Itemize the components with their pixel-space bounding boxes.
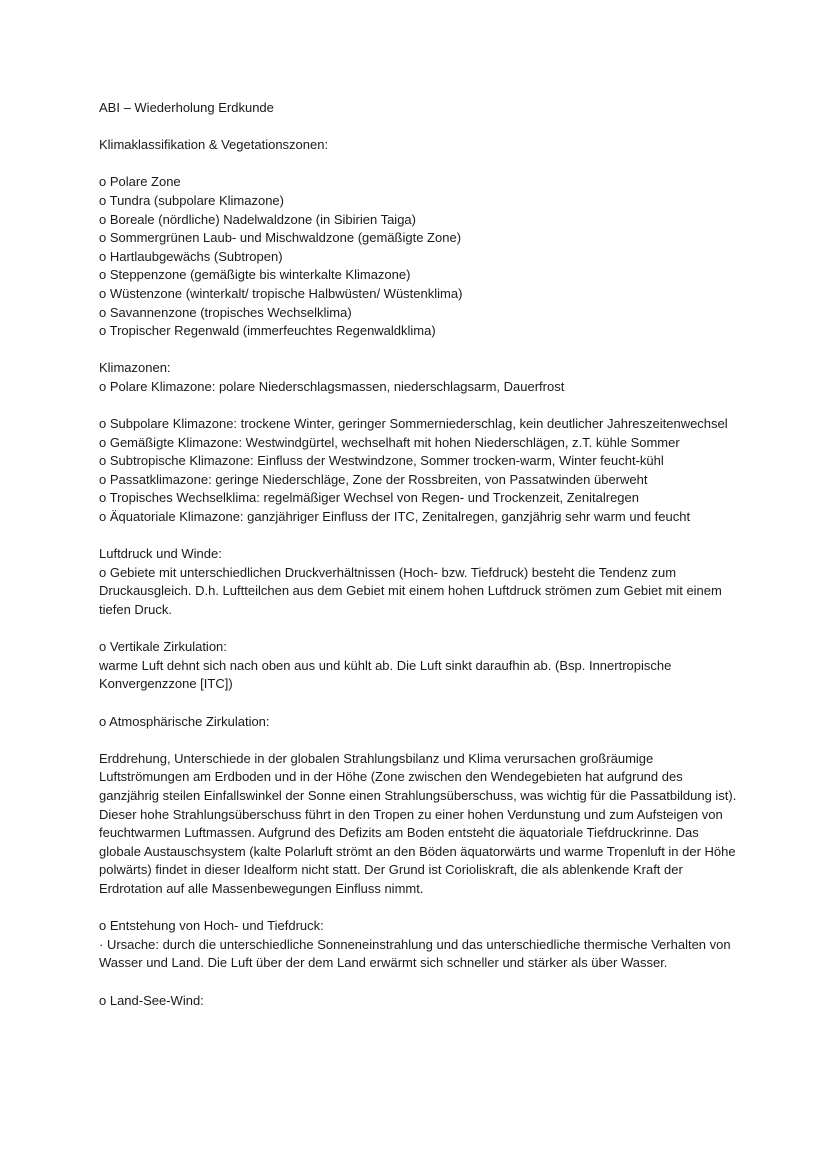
paragraph: o Gebiete mit unterschiedlichen Druckverhältnissen (Hoch- bzw. Tiefdruck) besteht die Tendenz zum Druckausgleich. D.h. Luftteilchen aus dem Gebiet mit einem hohen Luftdruck strömen zum Gebiet mit einem tiefen Druck. [99, 564, 722, 618]
document-page [99, 99, 739, 1010]
list-item: o Polare Zone [99, 174, 181, 190]
section-heading-klimaklassifikation: Klimaklassifikation & Vegetationszonen: [99, 137, 329, 153]
section-heading-luftdruck: Luftdruck und Winde: [99, 546, 222, 562]
list-item: o Boreale (nördliche) Nadelwaldzone (in Sibirien Taiga) [99, 211, 416, 227]
paragraph: Erddrehung, Unterschiede in der globalen Strahlungsbilanz und Klima verursachen großräumige Luftströmungen am Erdboden und in der Höhe (Zone zwischen den Wendegebieten hat aufgrund des ganzjährig steilen Einfallswinkel der Sonne einen Strahlungsüberschuss, was wichtig für die Passatbildung ist). Dieser hohe Strahlungsüberschuss führt in den Tropen zu einer hohen Verdunstung und zum Aufsteigen von feuchtwarmen Luftmassen. Aufgrund des Defizits am Boden entsteht die äquatoriale Tiefdruckrinne. Das globale Austauschsystem (kalte Polarluft strömt an den Böden äquatorwärts und warme Tropenluft in der Höhe polwärts) findet in dieser Idealform nicht statt. Der Grund ist Corioliskraft, die als ablenkende Kraft der Erdrotation auf alle Massenbewegungen Einfluss nimmt. [99, 750, 737, 896]
section-heading-atmosphaerische-zirkulation: o Atmosphärische Zirkulation: [99, 713, 270, 729]
paragraph: · Ursache: durch die unterschiedliche Sonneneinstrahlung und das unterschiedliche thermische Verhalten von Wasser und Land. Die Luft über der dem Land erwärmt sich schneller und stärker als über Wasser. [99, 936, 731, 971]
section-heading-land-see-wind: o Land-See-Wind: [99, 992, 204, 1008]
list-item: o Hartlaubgewächs (Subtropen) [99, 248, 283, 264]
list-item: o Tropisches Wechselklima: regelmäßiger Wechsel von Regen- und Trockenzeit, Zenitalregen [99, 490, 639, 506]
list-item: o Sommergrünen Laub- und Mischwaldzone (gemäßigte Zone) [99, 230, 462, 246]
list-item: o Subtropische Klimazone: Einfluss der Westwindzone, Sommer trocken-warm, Winter feucht-kühl [99, 453, 664, 469]
list-item: o Gemäßigte Klimazone: Westwindgürtel, wechselhaft mit hohen Niederschlägen, z.T. kühle Sommer [99, 434, 680, 450]
list-item: o Passatklimazone: geringe Niederschläge, Zone der Rossbreiten, von Passatwinden überweht [99, 471, 648, 487]
list-item: o Tundra (subpolare Klimazone) [99, 192, 284, 208]
section-heading-vertikale-zirkulation: o Vertikale Zirkulation: [99, 639, 227, 655]
document-title: ABI – Wiederholung Erdkunde [99, 100, 274, 115]
paragraph: warme Luft dehnt sich nach oben aus und kühlt ab. Die Luft sinkt daraufhin ab. (Bsp. Innertropische Konvergenzzone [ITC]) [99, 657, 672, 692]
section-heading-klimazonen: Klimazonen: [99, 360, 171, 376]
list-item: o Polare Klimazone: polare Niederschlagsmassen, niederschlagsarm, Dauerfrost [99, 378, 565, 394]
list-item: o Steppenzone (gemäßigte bis winterkalte Klimazone) [99, 267, 411, 283]
list-item: o Tropischer Regenwald (immerfeuchtes Regenwaldklima) [99, 323, 436, 339]
list-item: o Äquatoriale Klimazone: ganzjähriger Einfluss der ITC, Zenitalregen, ganzjährig sehr warm und feucht [99, 509, 691, 525]
list-item: o Subpolare Klimazone: trockene Winter, geringer Sommerniederschlag, kein deutlicher Jahreszeitenwechsel [99, 416, 728, 432]
section-heading-hoch-tiefdruck: o Entstehung von Hoch- und Tiefdruck: [99, 918, 324, 934]
list-item: o Wüstenzone (winterkalt/ tropische Halbwüsten/ Wüstenklima) [99, 285, 463, 301]
list-item: o Savannenzone (tropisches Wechselklima) [99, 304, 352, 320]
